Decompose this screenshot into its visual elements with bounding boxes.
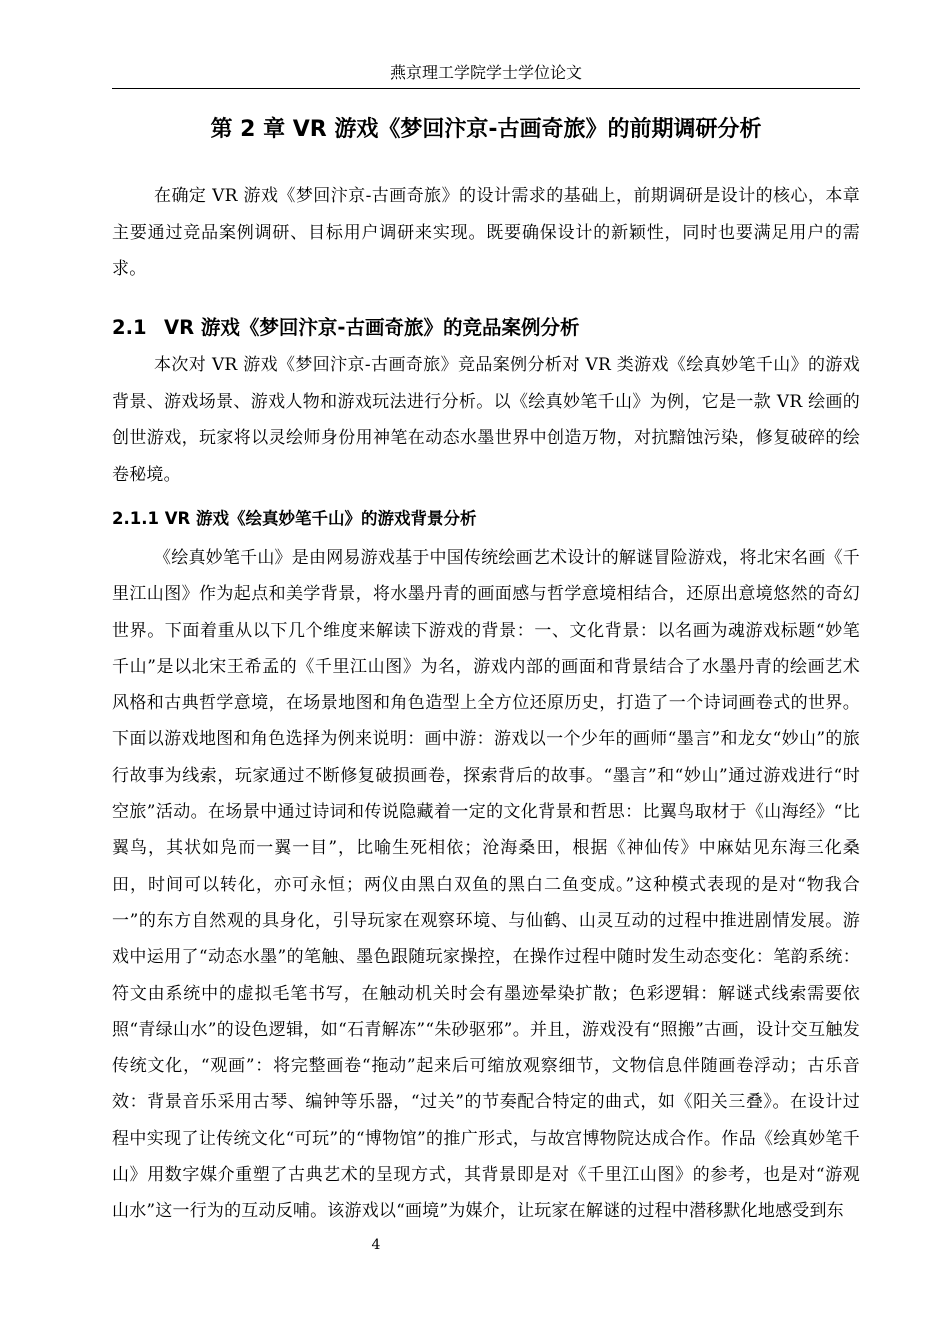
section-heading-2-1 [112, 312, 860, 344]
section-title: VR 游戏《梦回汴京-古画奇旅》的竞品案例分析 [164, 316, 580, 339]
header-rule [112, 88, 860, 89]
chapter-intro-paragraph: 在确定 VR 游戏《梦回汴京-古画奇旅》的设计需求的基础上，前期调研是设计的核心，本章主要通过竞品案例调研、目标用户调研来实现。既要确保设计的新颖性，同时也要满足用户的需求。 [112, 186, 860, 280]
page-number: 4 [371, 1237, 381, 1253]
section-number: 2.1 [112, 316, 147, 339]
subsection-heading-2-1-1: 2.1.1 VR 游戏《绘真妙笔千山》的游戏背景分析 [112, 509, 477, 528]
running-header: 燕京理工学院学士学位论文 [389, 63, 582, 82]
section-2-1-paragraph: 本次对 VR 游戏《梦回汴京-古画奇旅》竞品案例分析对 VR 类游戏《绘真妙笔千山》的游戏背景、游戏场景、游戏人物和游戏玩法进行分析。以《绘真妙笔千山》为例，它是一款 VR 绘画的创世游戏，玩家将以灵绘师身份用神笔在动态水墨世界中创造万物，对抗黯蚀污染，修复破碎的绘卷秘境。 [112, 355, 860, 485]
chapter-title: 第 2 章 VR 游戏《梦回汴京-古画奇旅》的前期调研分析 [210, 117, 762, 142]
subsection-2-1-1-paragraph: 《绘真妙笔千山》是由网易游戏基于中国传统绘画艺术设计的解谜冒险游戏，将北宋名画《千里江山图》作为起点和美学背景，将水墨丹青的画面感与哲学意境相结合，还原出意境悠然的奇幻世界。下面着重从以下几个维度来解读下游戏的背景：一、文化背景：以名画为魂游戏标题“妙笔千山”是以北宋王希孟的《千里江山图》为名，游戏内部的画面和背景结合了水墨丹青的绘画艺术风格和古典哲学意境，在场景地图和角色造型上全方位还原历史，打造了一个诗词画卷式的世界。下面以游戏地图和角色选择为例来说明：画中游：游戏以一个少年的画师“墨言”和龙女“妙山”的旅行故事为线索，玩家通过不断修复破损画卷，探索背后的故事。“墨言”和“妙山”通过游戏进行“时空旅”活动。在场景中通过诗词和传说隐藏着一定的文化背景和哲思：比翼鸟取材于《山海经》“比翼鸟，其状如凫而一翼一目”，比喻生死相依；沧海桑田，根据《神仙传》中麻姑见东海三化桑田，时间可以转化，亦可永恒；两仪由黑白双鱼的黑白二鱼变成。”这种模式表现的是对“物我合一”的东方自然观的具身化，引导玩家在观察环境、与仙鹤、山灵互动的过程中推进剧情发展。游戏中运用了“动态水墨”的笔触、墨色跟随玩家操控，在操作过程中随时发生动态变化：笔韵系统：符文由系统中的虚拟毛笔书写，在触动机关时会有墨迹晕染扩散；色彩逻辑：解谜式线索需要依照“青绿山水”的设色逻辑，如“石青解冻”“朱砂驱邪”。并且，游戏没有“照搬”古画，设计交互触发传统文化，“观画”：将完整画卷“拖动”起来后可缩放观察细节，文物信息伴随画卷浮动；古乐音效：背景音乐采用古琴、编钟等乐器，“过关”的节奏配合特定的曲式，如《阳关三叠》。在设计过程中实现了让传统文化“可玩”的“博物馆”的推广形式，与故宫博物院达成合作。作品《绘真妙笔千山》用数字媒介重塑了古典艺术的呈现方式，其背景即是对《千里江山图》的参考，也是对“游观山水”这一行为的互动反哺。该游戏以“画境”为媒介，让玩家在解谜的过程中潜移默化地感受到东 [112, 548, 860, 1222]
